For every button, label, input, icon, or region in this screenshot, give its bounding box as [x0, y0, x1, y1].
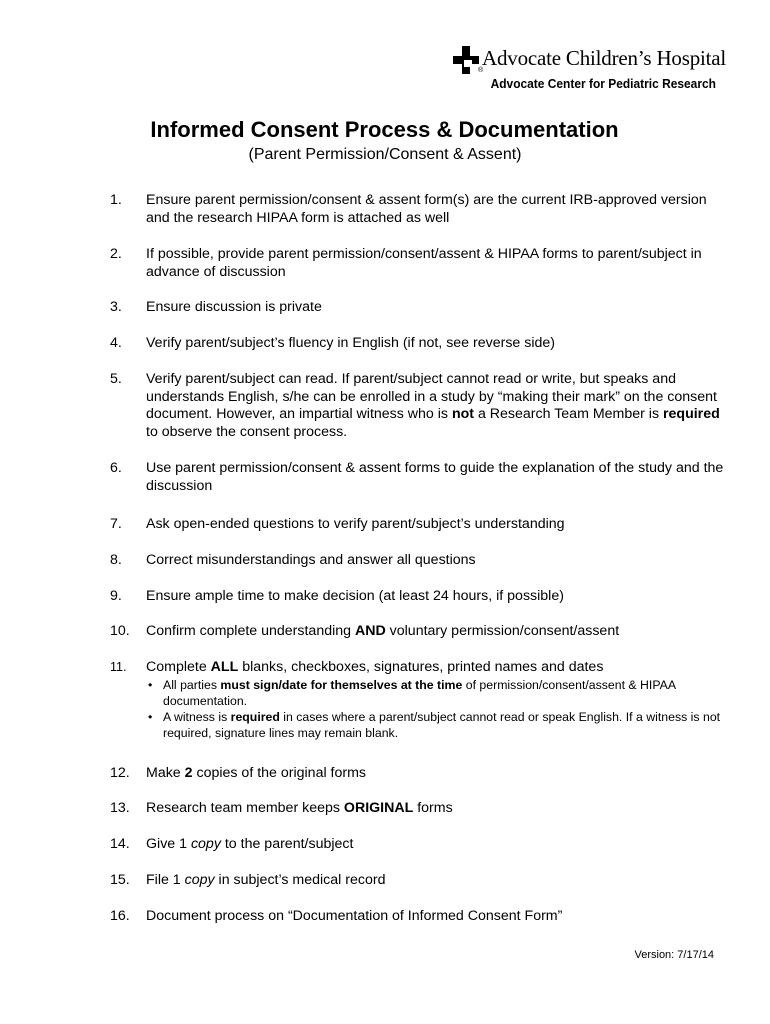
sub-bullet-item: • All parties must sign/date for themselves at the time of permission/consent/assent & HIPAA documentation.: [146, 677, 730, 709]
list-item-15: 15. File 1 copy in subject’s medical record: [110, 872, 386, 888]
list-item-16: 16. Document process on “Documentation of Informed Consent Form”: [110, 908, 563, 924]
item-number: 8.: [110, 552, 122, 568]
list-item-11: 11. Complete ALL blanks, checkboxes, signatures, printed names and dates • All parties must sign/date for themselves at the time of permission/consent/assent & HIPAA documentation. • A witness is required in cases where a parent/subject cannot read or speak English. If a witness is not required, signature lines may remain blank.: [110, 659, 730, 741]
page-title: Informed Consent Process & Documentation: [150, 117, 619, 142]
item-number: 2.: [110, 246, 122, 262]
list-item-1: 1. Ensure parent permission/consent & assent form(s) are the current IRB-approved version and the research HIPAA form is attached as well: [110, 192, 707, 226]
list-item-3: 3. Ensure discussion is private: [110, 299, 322, 315]
item-number: 3.: [110, 299, 122, 315]
research-center-name: Advocate Center for Pediatric Research: [490, 76, 716, 91]
item-number: 9.: [110, 588, 122, 604]
item-number: 16.: [110, 908, 130, 924]
list-item-14: 14. Give 1 copy to the parent/subject: [110, 836, 354, 852]
list-item-9: 9. Ensure ample time to make decision (at least 24 hours, if possible): [110, 588, 564, 604]
registered-mark: ®: [478, 67, 484, 74]
item-number: 13.: [110, 800, 130, 816]
list-item-12: 12. Make 2 copies of the original forms: [110, 765, 367, 781]
item-number: 15.: [110, 872, 130, 888]
list-item-13: 13. Research team member keeps ORIGINAL forms: [110, 800, 453, 816]
list-item-7: 7. Ask open-ended questions to verify parent/subject’s understanding: [110, 516, 565, 532]
item-number: 14.: [110, 836, 130, 852]
item-number: 10.: [110, 623, 130, 639]
item-number: 5.: [110, 371, 122, 387]
list-item-8: 8. Correct misunderstandings and answer all questions: [110, 552, 476, 568]
item-number: 6.: [110, 460, 122, 476]
hospital-name: Advocate Children’s Hospital: [482, 46, 727, 70]
cross-logo-icon: [453, 46, 479, 74]
sub-bullet-item: • A witness is required in cases where a parent/subject cannot read or speak English. If a witness is not required, signature lines may remain blank.: [146, 709, 730, 741]
list-item-5: 5. Verify parent/subject can read. If parent/subject cannot read or write, but speaks and understands English, s/he can be enrolled in a study by “making their mark” on the consent document. However, an impartial witness who is not a Research Team Member is required to observe the consent process.: [110, 371, 720, 440]
list-item-10: 10. Confirm complete understanding AND voluntary permission/consent/assent: [110, 623, 620, 639]
sub-bullet-list: [146, 677, 730, 741]
version-label: Version: 7/17/14: [634, 949, 714, 961]
list-item-6: 6. Use parent permission/consent & assent forms to guide the explanation of the study and the discussion: [110, 460, 724, 494]
item-number: 7.: [110, 516, 122, 532]
item-number: 4.: [110, 335, 122, 351]
item-number: 1.: [110, 192, 122, 208]
list-item-2: 2. If possible, provide parent permission/consent/assent & HIPAA forms to parent/subject in advance of discussion: [110, 246, 702, 280]
item-number: 11.: [110, 660, 127, 674]
item-number: 12.: [110, 765, 130, 781]
page-subtitle: (Parent Permission/Consent & Assent): [248, 146, 522, 163]
list-item-4: 4. Verify parent/subject’s fluency in English (if not, see reverse side): [110, 335, 556, 351]
